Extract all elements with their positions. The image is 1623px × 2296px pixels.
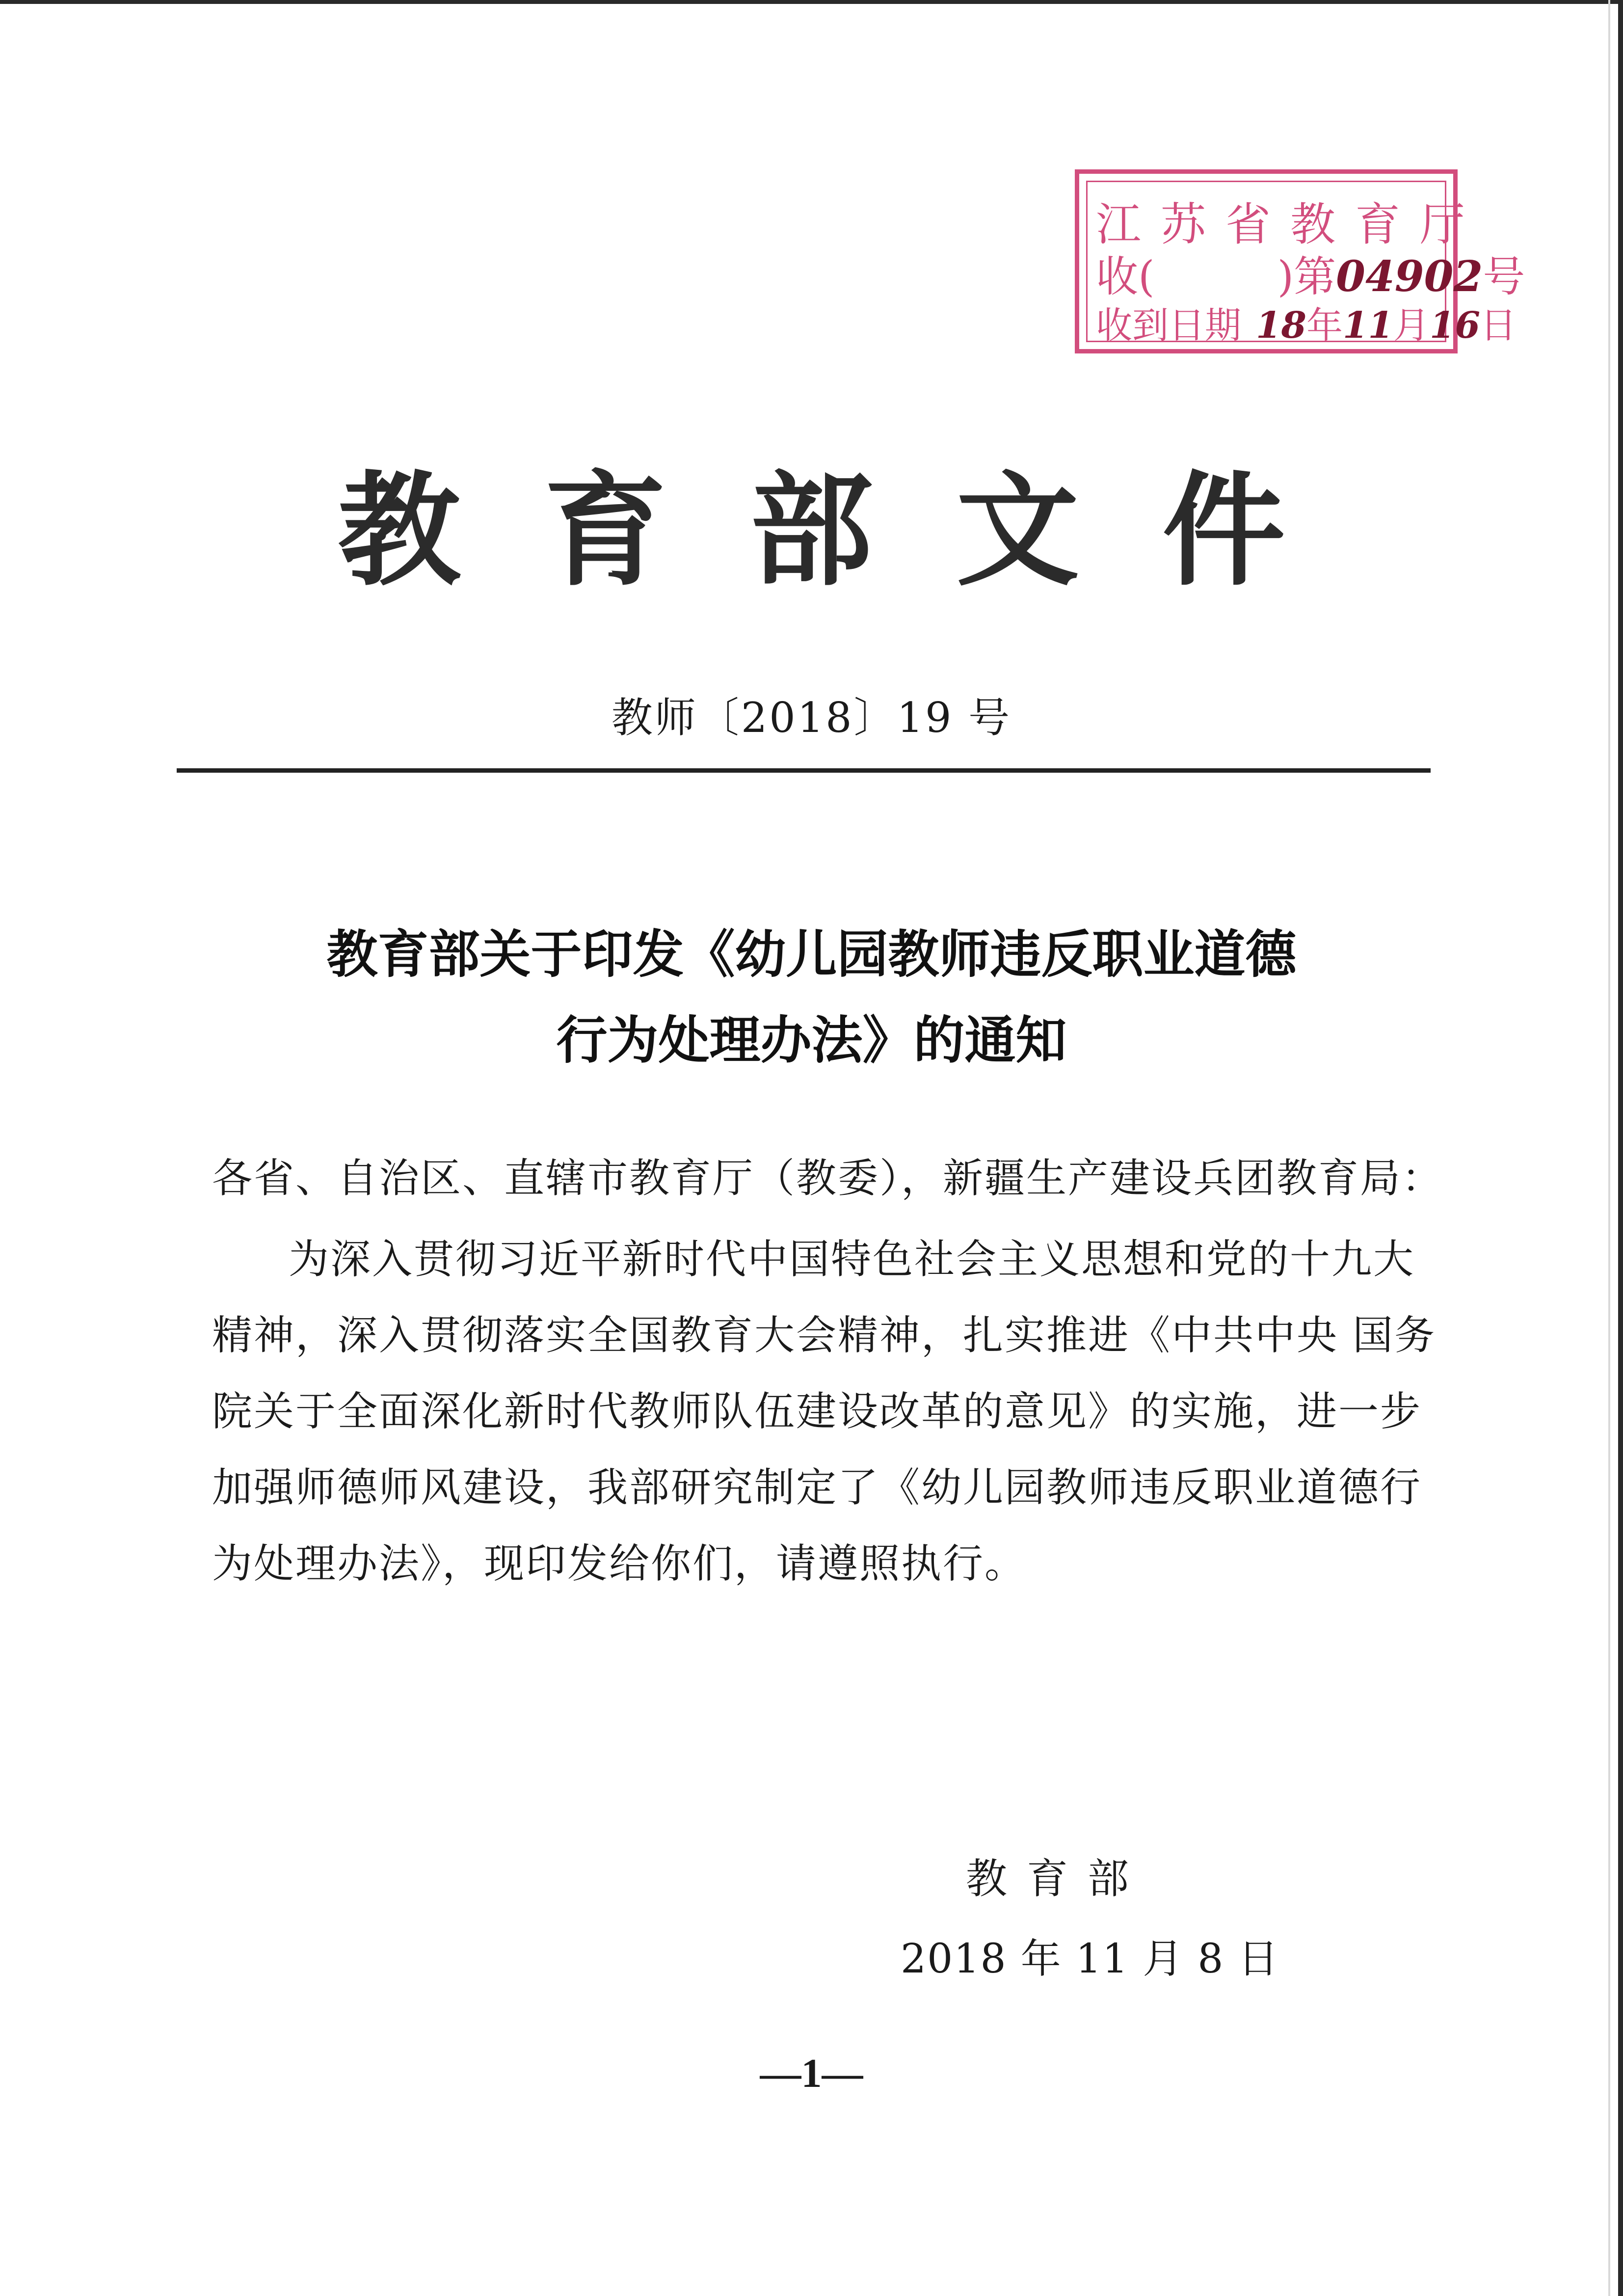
stamp-day-unit: 日 — [1480, 304, 1517, 347]
stamp-receipt-prefix: 收( — [1096, 252, 1155, 301]
stamp-receipt-suffix: 号 — [1483, 252, 1525, 301]
body-line-4: 加强师德师风建设，我部研究制定了《幼儿园教师违反职业道德行 — [212, 1464, 1422, 1511]
stamp-date-label: 收到日期 — [1096, 304, 1241, 347]
stamp-month: 11 — [1342, 304, 1393, 347]
stamp-receipt-middle: )第 — [1277, 252, 1336, 301]
stamp-agency: 江苏省教育厅 — [1096, 198, 1485, 251]
body-line-1: 为深入贯彻习近平新时代中国特色社会主义思想和党的十九大 — [289, 1236, 1415, 1283]
page-number: —1— — [760, 2051, 863, 2096]
document-header-title: 教育部文件 — [338, 459, 1369, 602]
stamp-date-line — [1096, 297, 1517, 349]
stamp-year-unit: 年 — [1306, 304, 1343, 347]
issue-date: 2018 年 11 月 8 日 — [901, 1936, 1279, 1982]
signatory: 教育部 — [966, 1855, 1149, 1903]
header-divider — [177, 768, 1431, 773]
scan-edge-top — [0, 0, 1623, 4]
scan-edge-right — [1618, 0, 1623, 2296]
scan-edge-right-inner — [1608, 0, 1610, 2296]
document-title-line-2: 行为处理办法》的通知 — [556, 1010, 1067, 1070]
stamp-receipt-number: 04902 — [1336, 252, 1483, 301]
body-line-5: 为处理办法》，现印发给你们，请遵照执行。 — [212, 1540, 1027, 1587]
stamp-year: 18 — [1256, 304, 1306, 347]
body-line-2: 精神，深入贯彻落实全国教育大会精神，扎实推进《中共中央 国务 — [212, 1312, 1437, 1359]
document-number: 教师〔2018〕19 号 — [611, 694, 1012, 742]
body-line-3: 院关于全面深化新时代教师队伍建设改革的意见》的实施，进一步 — [212, 1388, 1422, 1435]
stamp-day: 16 — [1429, 304, 1480, 347]
stamp-month-unit: 月 — [1393, 304, 1430, 347]
stamp-receipt-line — [1096, 243, 1525, 303]
document-title-line-1: 教育部关于印发《幼儿园教师违反职业道德 — [326, 924, 1297, 984]
receipt-stamp — [1075, 169, 1525, 353]
salutation: 各省、自治区、直辖市教育厅（教委），新疆生产建设兵团教育局： — [212, 1155, 1444, 1202]
